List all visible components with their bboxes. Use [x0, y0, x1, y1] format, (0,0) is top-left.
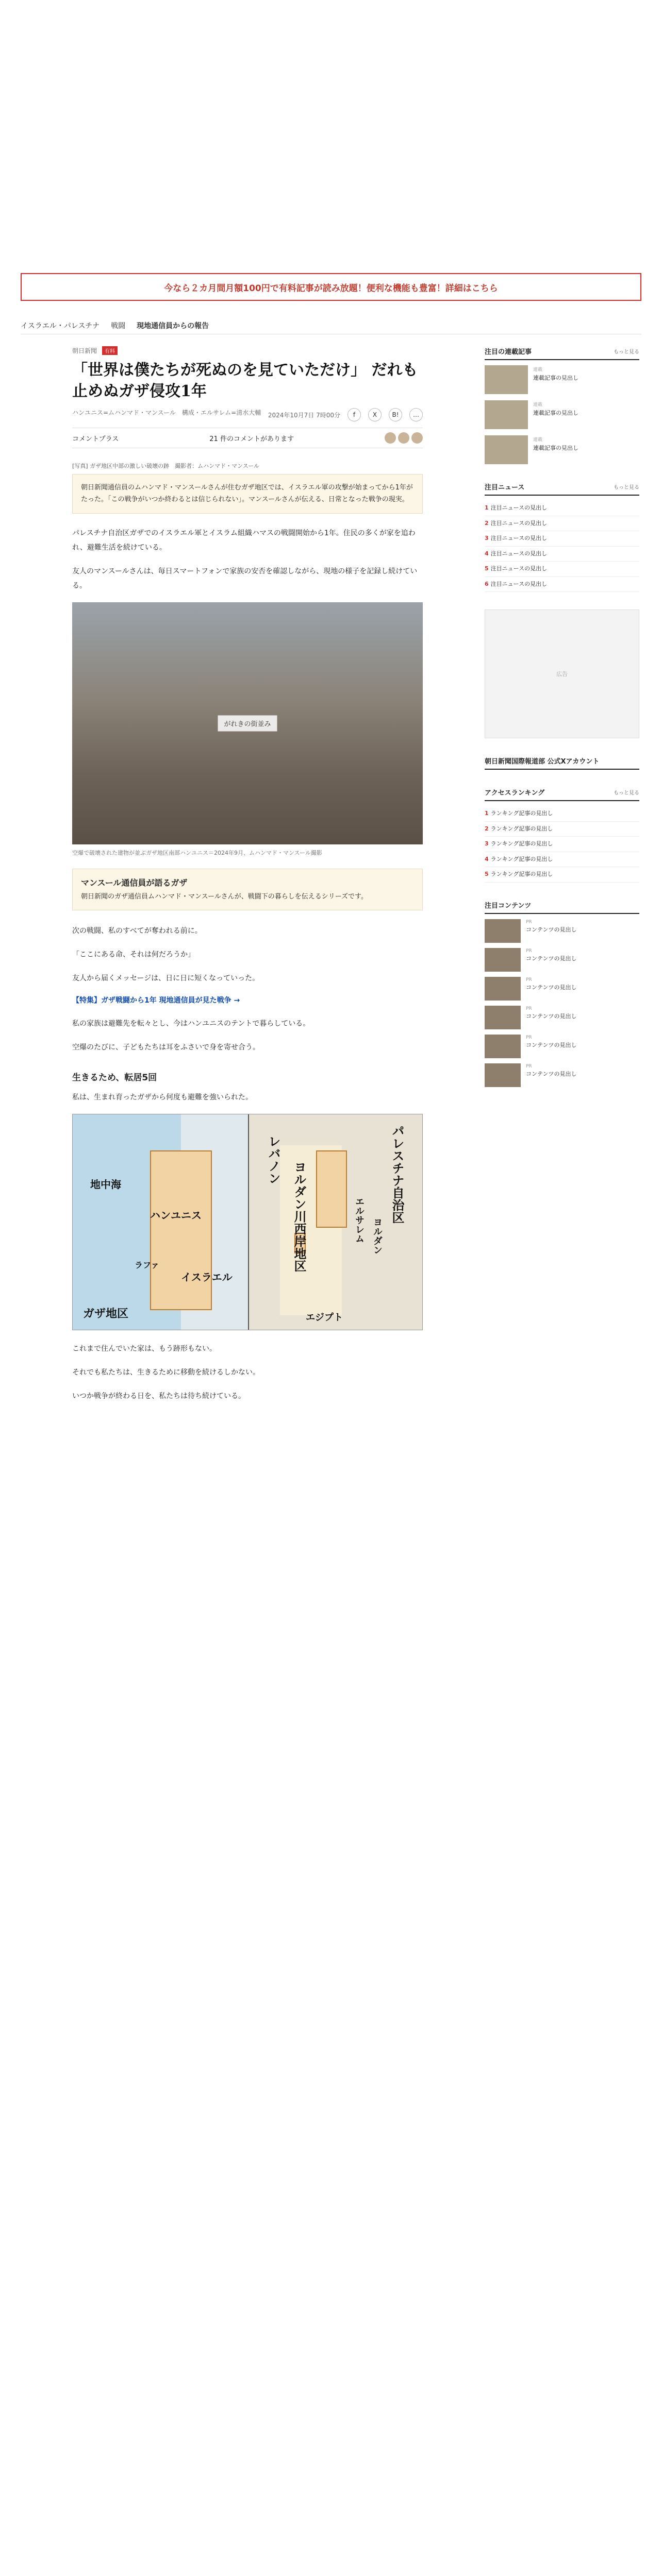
article-summary-box	[72, 474, 423, 514]
featured-tag: 連載	[533, 402, 543, 408]
content-title[interactable]: コンテンツの見出し	[526, 1042, 577, 1048]
content-title[interactable]: コンテンツの見出し	[526, 955, 577, 962]
map-westbank-area	[316, 1150, 347, 1228]
comment-count: 21 件のコメントがあります	[209, 435, 294, 443]
content-tag: PR	[526, 1006, 532, 1011]
comment-plus-label[interactable]: コメントプラス	[72, 435, 119, 443]
more-link[interactable]: もっと見る	[614, 790, 639, 796]
article-paragraph: 友人のマンスールさんは、毎日スマートフォンで家族の安否を確認しながら、現地の様子を記録し続けている。	[72, 567, 418, 590]
map-label-sea: 地中海	[90, 1178, 121, 1191]
rank-number: 1	[485, 504, 489, 511]
rank-number: 6	[485, 580, 489, 587]
featured-thumbnail[interactable]	[485, 365, 528, 394]
featured-item[interactable]	[485, 400, 639, 429]
map-gaza-detail	[73, 1114, 248, 1330]
featured-content-title: 注目コンテンツ	[485, 902, 532, 910]
featured-tag: 連載	[533, 437, 543, 443]
rank-number: 3	[485, 535, 489, 541]
rank-number: 5	[485, 565, 489, 572]
news-item[interactable]	[485, 531, 639, 547]
article-paragraph: 私の家族は避難先を転々とし、今はハンユニスのテントで暮らしている。	[72, 1020, 310, 1028]
content-thumbnail[interactable]	[485, 1035, 521, 1058]
photo-caption: 空爆で破壊された建物が並ぶガザ地区南部ハンユニス＝2024年9月、ムハンマド・マンスール撮影	[72, 849, 322, 856]
content-tag: PR	[526, 919, 532, 925]
map-label-egypt: エジプト	[306, 1312, 343, 1324]
featured-item[interactable]	[485, 435, 639, 464]
content-title[interactable]: コンテンツの見出し	[526, 1013, 577, 1020]
ranking-title[interactable]: ランキング記事の見出し	[490, 810, 553, 817]
map-label-jerusalem: エルサレム	[354, 1197, 365, 1244]
breadcrumb-item-current[interactable]: 現地通信員からの報告	[137, 321, 209, 330]
article-kicker: 朝日新聞	[72, 347, 97, 354]
commenter-avatars	[385, 432, 423, 444]
content-thumbnail[interactable]	[485, 919, 521, 943]
map-label-israel: イスラエル	[181, 1271, 233, 1284]
gaza-map	[72, 1114, 423, 1330]
section-subhead: 生きるため、転居5回	[72, 1073, 157, 1083]
ranking-item[interactable]	[485, 806, 639, 822]
content-thumbnail[interactable]	[485, 1063, 521, 1087]
promo-text[interactable]: 今なら２カ月間月額100円で有料記事が読み放題！便利な機能も豊富！詳細はこちら	[164, 283, 498, 294]
content-tag: PR	[526, 1035, 532, 1040]
ranking-title[interactable]: ランキング記事の見出し	[490, 871, 553, 877]
featured-item[interactable]	[485, 365, 639, 394]
news-title[interactable]: 注目ニュースの見出し	[490, 580, 548, 587]
sidebar-section-header	[485, 787, 639, 801]
news-item[interactable]	[485, 547, 639, 562]
breadcrumb	[21, 317, 641, 334]
content-tag: PR	[526, 1063, 532, 1069]
more-link[interactable]: もっと見る	[614, 349, 639, 355]
more-link[interactable]: もっと見る	[614, 485, 639, 490]
article-paragraph: いつか戦争が終わる日を、私たちは待ち続けている。	[72, 1392, 245, 1401]
rank-number: 2	[485, 825, 489, 832]
news-item[interactable]	[485, 501, 639, 516]
map-label-jordan-river: ヨルダン川西岸地区	[292, 1161, 306, 1273]
series-text: 朝日新聞のガザ通信員ムハンマド・マンスールさんが、戦闘下の暮らしを伝えるシリーズです。	[81, 893, 368, 901]
page-top-whitespace	[0, 0, 662, 273]
x-share-icon[interactable]: X	[368, 408, 382, 421]
article-paragraph: それでも私たちは、生きるために移動を続けるしかない。	[72, 1368, 260, 1377]
article-main	[72, 346, 423, 1413]
rank-number: 1	[485, 810, 489, 817]
content-item[interactable]	[485, 919, 639, 943]
content-item[interactable]	[485, 948, 639, 972]
map-label-lebanon: レバノン	[266, 1135, 280, 1185]
map-label-rafah: ラファ	[135, 1260, 159, 1270]
content-title[interactable]: コンテンツの見出し	[526, 1071, 577, 1077]
related-article-link[interactable]: 【特集】ガザ戦闘から1年 現地通信員が見た戦争 →	[72, 996, 240, 1005]
ad-label: 広告	[556, 671, 568, 677]
avatar	[411, 432, 423, 444]
ranking-item[interactable]	[485, 852, 639, 868]
content-title[interactable]: コンテンツの見出し	[526, 926, 577, 933]
paid-badge: 有料	[102, 346, 118, 355]
content-item[interactable]	[485, 1006, 639, 1029]
article-meta	[72, 346, 423, 355]
content-thumbnail[interactable]	[485, 1006, 521, 1029]
byline: ハンユニス=ムハンマド・マンスール 構成・エルサレム=清水大輔	[72, 409, 261, 416]
ranking-title[interactable]: ランキング記事の見出し	[490, 840, 553, 847]
map-label-khanyunis: ハンユニス	[150, 1209, 202, 1222]
content-thumbnail[interactable]	[485, 948, 521, 972]
content-tag: PR	[526, 977, 532, 982]
map-gaza-area	[150, 1150, 212, 1310]
sidebar-section-header	[485, 756, 639, 770]
news-title[interactable]: 注目ニュースの見出し	[490, 519, 548, 527]
rank-number: 5	[485, 871, 489, 877]
sidebar-ad[interactable]	[485, 609, 639, 738]
article-photo[interactable]	[72, 602, 423, 844]
news-title[interactable]: 注目ニュースの見出し	[490, 535, 548, 541]
article-paragraph: パレスチナ自治区ガザでのイスラエル軍とイスラム組織ハマスの戦闘開始から1年。住民の多くが家を追われ、避難生活を続けている。	[72, 529, 416, 552]
featured-series-section	[485, 346, 639, 464]
sidebar-section-title: 注目の連載記事	[485, 348, 532, 356]
share-buttons	[268, 408, 423, 421]
sidebar-section-header	[485, 900, 639, 914]
series-box[interactable]	[72, 869, 423, 910]
article-paragraph: これまで住んでいた家は、もう跡形もない。	[72, 1345, 217, 1353]
sns-section	[485, 756, 639, 770]
photo-caption-top: [写真] ガザ地区中部の激しい破壊の跡 撮影者：ムハンマド・マンスール	[72, 463, 259, 469]
news-item[interactable]	[485, 577, 639, 592]
summary-text: 朝日新聞通信員のムハンマド・マンスールさんが住むガザ地区では、イスラエル軍の攻撃が始まってから1年がたった。「この戦争がいつか終わるとは信じられない」。マンスールさんが伝える、日常となった戦争の現実。	[81, 484, 413, 504]
series-title[interactable]: マンスール通信員が語るガザ	[81, 878, 188, 888]
content-title[interactable]: コンテンツの見出し	[526, 984, 577, 991]
rank-number: 3	[485, 840, 489, 847]
article-paragraph: 友人から届くメッセージは、日に日に短くなっていった。	[72, 974, 260, 983]
ranking-item[interactable]	[485, 837, 639, 852]
sns-title[interactable]: 朝日新聞国際報道部 公式Xアカウント	[485, 758, 600, 766]
ranking-title[interactable]: ランキング記事の見出し	[490, 855, 553, 862]
publish-date: 2024年10月7日 7時00分	[268, 411, 340, 419]
sidebar-section-title: 注目ニュース	[485, 484, 525, 492]
news-item[interactable]	[485, 562, 639, 577]
featured-title[interactable]: 連載記事の見出し	[533, 444, 578, 451]
article-paragraph: 次の戦闘、私のすべてが奪われる前に。	[72, 927, 202, 936]
access-ranking-title: アクセスランキング	[485, 789, 545, 797]
featured-thumbnail[interactable]	[485, 400, 528, 429]
comment-plus-bar[interactable]	[72, 428, 423, 448]
rank-number: 4	[485, 550, 489, 557]
content-thumbnail[interactable]	[485, 977, 521, 1001]
article-paragraph: 私は、生まれ育ったガザから何度も避難を強いられた。	[72, 1093, 253, 1102]
breadcrumb-item[interactable]: イスラエル・パレスチナ	[21, 321, 100, 330]
content-item[interactable]	[485, 1035, 639, 1058]
content-tag: PR	[526, 948, 532, 954]
featured-content-section	[485, 900, 639, 1087]
featured-tag: 連載	[533, 367, 543, 372]
avatar	[385, 432, 396, 444]
byline-row	[72, 408, 423, 421]
news-item[interactable]	[485, 516, 639, 532]
ranking-item[interactable]	[485, 822, 639, 837]
sidebar-section-header	[485, 482, 639, 496]
rank-number: 4	[485, 855, 489, 862]
breadcrumb-item[interactable]: 戦闘	[111, 321, 126, 330]
article-headline: 「世界は僕たちが死ぬのを見ていただけ」 だれも止めぬガザ侵攻1年	[72, 361, 418, 400]
map-label-gaza: ガザ地区	[83, 1308, 129, 1321]
featured-title[interactable]: 連載記事の見出し	[533, 409, 578, 416]
more-share-icon[interactable]: …	[409, 408, 423, 421]
news-title[interactable]: 注目ニュースの見出し	[490, 504, 548, 511]
ranking-title[interactable]: ランキング記事の見出し	[490, 825, 553, 832]
rank-number: 2	[485, 519, 489, 527]
featured-title[interactable]: 連載記事の見出し	[533, 374, 578, 381]
photo-placeholder-label: がれきの街並み	[218, 715, 277, 731]
map-label-palestine: パレスチナ自治区	[390, 1125, 404, 1224]
hatena-bookmark-icon[interactable]: B!	[389, 408, 402, 421]
facebook-share-icon[interactable]: f	[347, 408, 361, 421]
featured-news-section	[485, 482, 639, 592]
article-paragraph: 空爆のたびに、子どもたちは耳をふさいで身を寄せ合う。	[72, 1043, 260, 1052]
content-item[interactable]	[485, 1063, 639, 1087]
avatar	[398, 432, 409, 444]
featured-thumbnail[interactable]	[485, 435, 528, 464]
news-title[interactable]: 注目ニュースの見出し	[490, 550, 548, 557]
news-title[interactable]: 注目ニュースの見出し	[490, 565, 548, 572]
access-ranking-section	[485, 787, 639, 883]
sidebar-section-header	[485, 346, 639, 360]
ranking-item[interactable]	[485, 867, 639, 883]
map-region-overview	[248, 1114, 423, 1330]
article-paragraph: 「ここにある命、それは何だろうか」	[72, 951, 195, 959]
map-label-jordan: ヨルダン	[372, 1217, 383, 1255]
content-item[interactable]	[485, 977, 639, 1001]
sidebar	[485, 346, 639, 1105]
subscription-promo-banner[interactable]	[21, 273, 641, 301]
